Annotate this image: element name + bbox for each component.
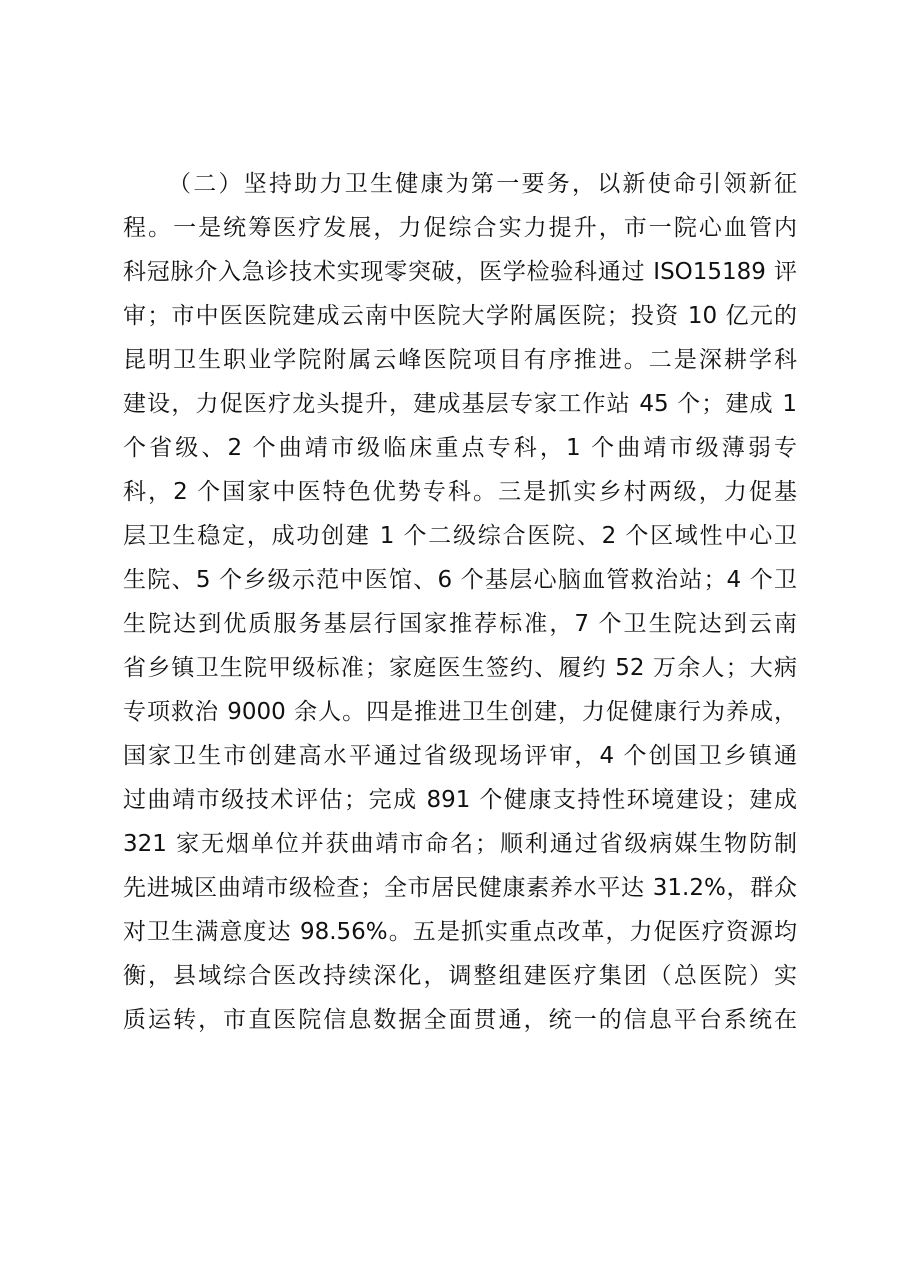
text-line: 先进城区曲靖市级检查；全市居民健康素养水平达 31.2%，群众	[123, 875, 797, 901]
text-line: 省乡镇卫生院甲级标准；家庭医生签约、履约 52 万余人；大病	[123, 655, 797, 681]
text-line: 层卫生稳定，成功创建 1 个二级综合医院、2 个区域性中心卫	[123, 523, 797, 549]
text-line: 审；市中医医院建成云南中医院大学附属医院；投资 10 亿元的	[123, 303, 797, 329]
text-line: 对卫生满意度达 98.56%。五是抓实重点改革，力促医疗资源均	[123, 919, 797, 945]
text-line: 科冠脉介入急诊技术实现零突破，医学检验科通过 ISO15189 评	[123, 259, 797, 285]
text-line: 昆明卫生职业学院附属云峰医院项目有序推进。二是深耕学科	[123, 347, 797, 373]
text-line: 建设，力促医疗龙头提升，建成基层专家工作站 45 个；建成 1	[123, 391, 797, 417]
text-line: （二）坚持助力卫生健康为第一要务，以新使命引领新征	[168, 171, 797, 197]
text-line: 衡，县域综合医改持续深化，调整组建医疗集团（总医院）实	[123, 963, 797, 989]
text-line: 生院、5 个乡级示范中医馆、6 个基层心脑血管救治站；4 个卫	[123, 567, 797, 593]
text-line: 专项救治 9000 余人。四是推进卫生创建，力促健康行为养成，	[123, 699, 797, 725]
text-line: 国家卫生市创建高水平通过省级现场评审，4 个创国卫乡镇通	[123, 743, 797, 769]
text-line: 生院达到优质服务基层行国家推荐标准，7 个卫生院达到云南	[123, 611, 797, 637]
text-line: 程。一是统筹医疗发展，力促综合实力提升，市一院心血管内	[123, 215, 797, 241]
text-line: 321 家无烟单位并获曲靖市命名；顺利通过省级病媒生物防制	[123, 831, 797, 857]
text-line: 过曲靖市级技术评估；完成 891 个健康支持性环境建设；建成	[123, 787, 797, 813]
text-line: 质运转，市直医院信息数据全面贯通，统一的信息平台系统在	[123, 1007, 797, 1033]
text-line: 科，2 个国家中医特色优势专科。三是抓实乡村两级，力促基	[123, 479, 797, 505]
text-line: 个省级、2 个曲靖市级临床重点专科，1 个曲靖市级薄弱专	[123, 435, 797, 461]
